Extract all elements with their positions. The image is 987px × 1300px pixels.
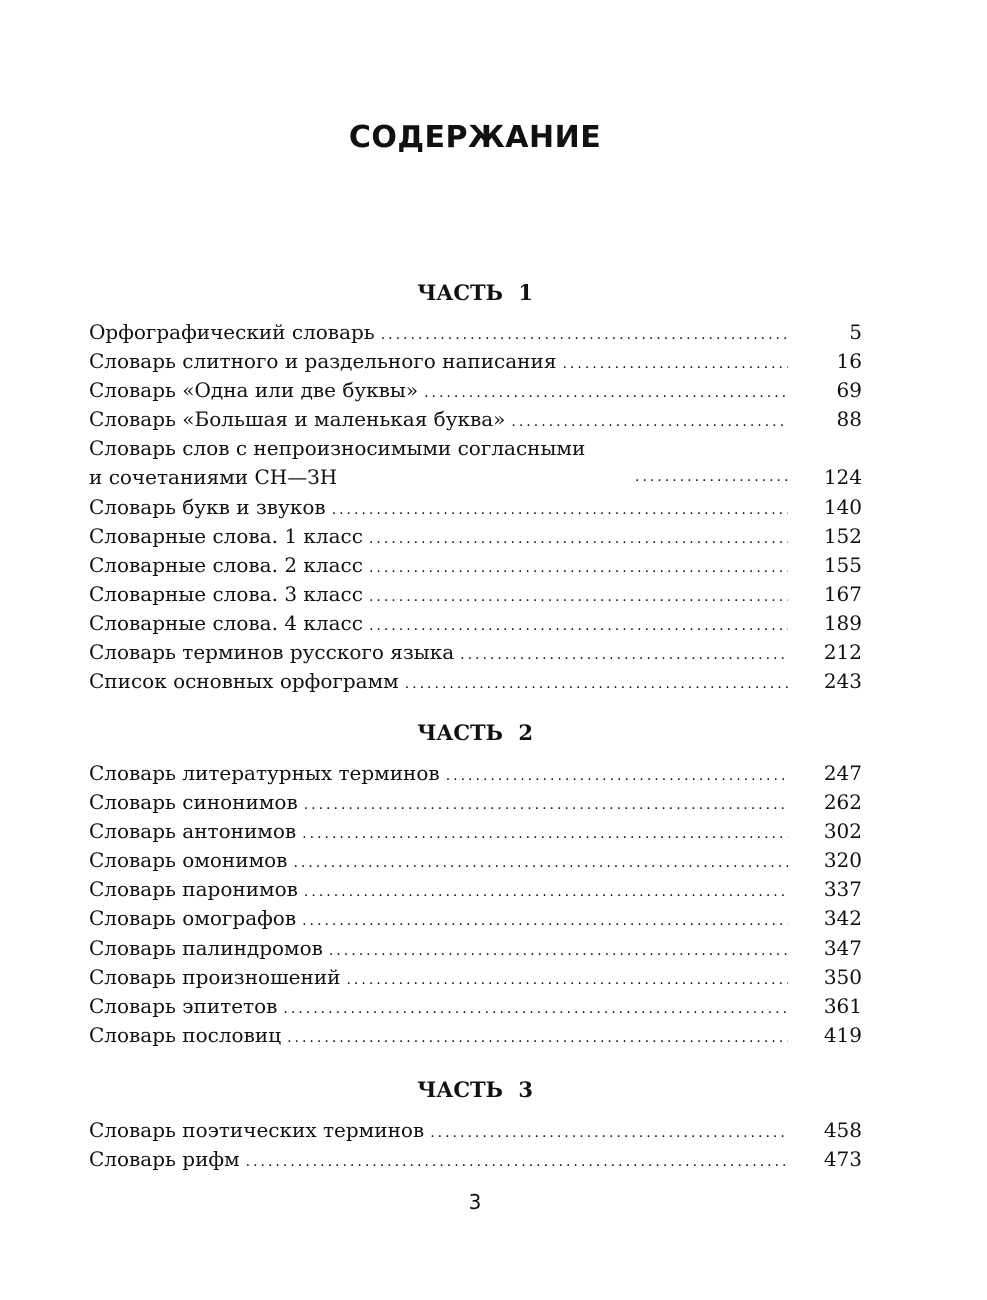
dot-leader [635, 463, 788, 492]
toc-entry-label: Орфографический словарь [89, 320, 375, 344]
toc-entry[interactable] [89, 318, 862, 347]
toc-entry-label-line-1: Словарь слов с непроизносимыми согласными [89, 436, 586, 461]
toc-entry-label: Словарные слова. 4 класс [89, 610, 363, 635]
toc-entry-page: 337 [823, 877, 862, 902]
toc-entry-page: 189 [823, 610, 862, 635]
toc-entry[interactable] [89, 347, 862, 376]
toc-entry[interactable] [89, 434, 862, 492]
dot-leader [424, 379, 788, 408]
toc-entry-page: 361 [823, 993, 862, 1018]
page-title: СОДЕРЖАНИЕ [348, 120, 602, 155]
part-2-toc-list [89, 759, 862, 1050]
toc-entry-label: Словарь «Одна или две буквы» [89, 378, 419, 403]
toc-entry-page: 16 [836, 349, 862, 374]
dot-leader [304, 878, 788, 907]
toc-entry-page: 247 [823, 761, 862, 785]
toc-entry-label: Словарь омографов [89, 906, 297, 931]
dot-leader [302, 820, 788, 849]
dot-leader [460, 641, 788, 670]
dot-leader [329, 937, 788, 966]
toc-entry[interactable] [89, 963, 862, 992]
dot-leader [346, 966, 788, 995]
toc-entry-label: Словарь пословиц [89, 1022, 282, 1047]
toc-entry-page: 243 [823, 669, 862, 694]
dot-leader [446, 762, 788, 791]
dot-leader [511, 408, 788, 437]
toc-entry-label: Словарь литературных терминов [89, 761, 440, 785]
toc-entry-label-line-2: и сочетаниями СН—ЗН [89, 465, 338, 490]
dot-leader [287, 1024, 788, 1053]
toc-entry[interactable] [89, 493, 862, 522]
toc-entry-page: 124 [823, 465, 862, 490]
dot-leader [302, 907, 788, 936]
dot-leader [293, 849, 788, 878]
toc-entry-label: Словарь рифм [89, 1147, 240, 1172]
toc-entry-page: 347 [823, 935, 862, 960]
toc-entry-label: Словарь синонимов [89, 790, 298, 815]
toc-entry[interactable] [89, 788, 862, 817]
toc-entry-label: Словарь поэтических терминов [89, 1118, 425, 1142]
toc-entry[interactable] [89, 846, 862, 875]
toc-entry-page: 458 [823, 1118, 862, 1142]
toc-entry-label: Словарь паронимов [89, 877, 298, 902]
dot-leader [332, 496, 788, 525]
toc-entry[interactable] [89, 405, 862, 434]
toc-entry[interactable] [89, 875, 862, 904]
toc-entry[interactable] [89, 817, 862, 846]
toc-entry-label: Словарь «Большая и маленькая буква» [89, 407, 506, 432]
toc-entry-page: 5 [849, 320, 862, 344]
toc-entry-page: 155 [823, 552, 862, 577]
dot-leader [246, 1148, 788, 1177]
toc-entry-label: Словарь букв и звуков [89, 494, 326, 519]
toc-entry[interactable] [89, 1021, 862, 1050]
toc-entry-page: 302 [823, 819, 862, 844]
toc-entry-label: Словарные слова. 2 класс [89, 552, 363, 577]
toc-entry[interactable] [89, 1116, 862, 1145]
dot-leader [304, 791, 788, 820]
part-3-toc-list [89, 1116, 862, 1174]
dot-leader [369, 554, 788, 583]
toc-entry[interactable] [89, 1145, 862, 1174]
toc-entry-page: 320 [823, 848, 862, 873]
toc-entry-label [89, 434, 629, 492]
toc-entry-page: 350 [823, 964, 862, 989]
toc-entry-label: Словарь палиндромов [89, 935, 323, 960]
toc-entry-label: Словарь терминов русского языка [89, 640, 455, 665]
toc-entry-page: 88 [836, 407, 862, 432]
dot-leader [405, 670, 788, 699]
toc-entry-label: Словарь слитного и раздельного написания [89, 349, 557, 374]
toc-entry-page: 473 [823, 1147, 862, 1172]
toc-entry[interactable] [89, 638, 862, 667]
dot-leader [369, 583, 788, 612]
toc-entry[interactable] [89, 551, 862, 580]
toc-entry[interactable] [89, 934, 862, 963]
toc-entry[interactable] [89, 522, 862, 551]
page-number: 3 [468, 1190, 482, 1214]
toc-entry-label: Словарные слова. 1 класс [89, 523, 363, 548]
toc-entry-page: 262 [823, 790, 862, 815]
part-1-toc-list [89, 318, 862, 696]
part-3-heading: ЧАСТЬ 3 [417, 1077, 533, 1102]
toc-entry[interactable] [89, 580, 862, 609]
toc-entry-page: 342 [823, 906, 862, 931]
toc-entry[interactable] [89, 667, 862, 696]
dot-leader [430, 1119, 788, 1148]
part-2-heading: ЧАСТЬ 2 [417, 720, 533, 745]
dot-leader [369, 525, 788, 554]
dot-leader [381, 321, 788, 350]
toc-entry-page: 167 [823, 581, 862, 606]
toc-entry-label: Список основных орфограмм [89, 669, 399, 694]
toc-entry[interactable] [89, 904, 862, 933]
toc-entry[interactable] [89, 609, 862, 638]
part-1-heading: ЧАСТЬ 1 [417, 280, 533, 305]
toc-entry-label: Словарь произношений [89, 964, 341, 989]
dot-leader [283, 995, 788, 1024]
toc-entry-page: 140 [823, 494, 862, 519]
toc-entry-page: 152 [823, 523, 862, 548]
toc-entry-label: Словарные слова. 3 класс [89, 581, 363, 606]
dot-leader [369, 612, 788, 641]
toc-entry[interactable] [89, 376, 862, 405]
toc-entry-label: Словарь антонимов [89, 819, 297, 844]
toc-entry[interactable] [89, 992, 862, 1021]
dot-leader [562, 350, 788, 379]
toc-entry-page: 419 [823, 1022, 862, 1047]
toc-entry-page: 212 [823, 640, 862, 665]
toc-entry-label: Словарь эпитетов [89, 993, 278, 1018]
toc-entry[interactable] [89, 759, 862, 788]
toc-entry-label: Словарь омонимов [89, 848, 288, 873]
toc-entry-page: 69 [836, 378, 862, 403]
